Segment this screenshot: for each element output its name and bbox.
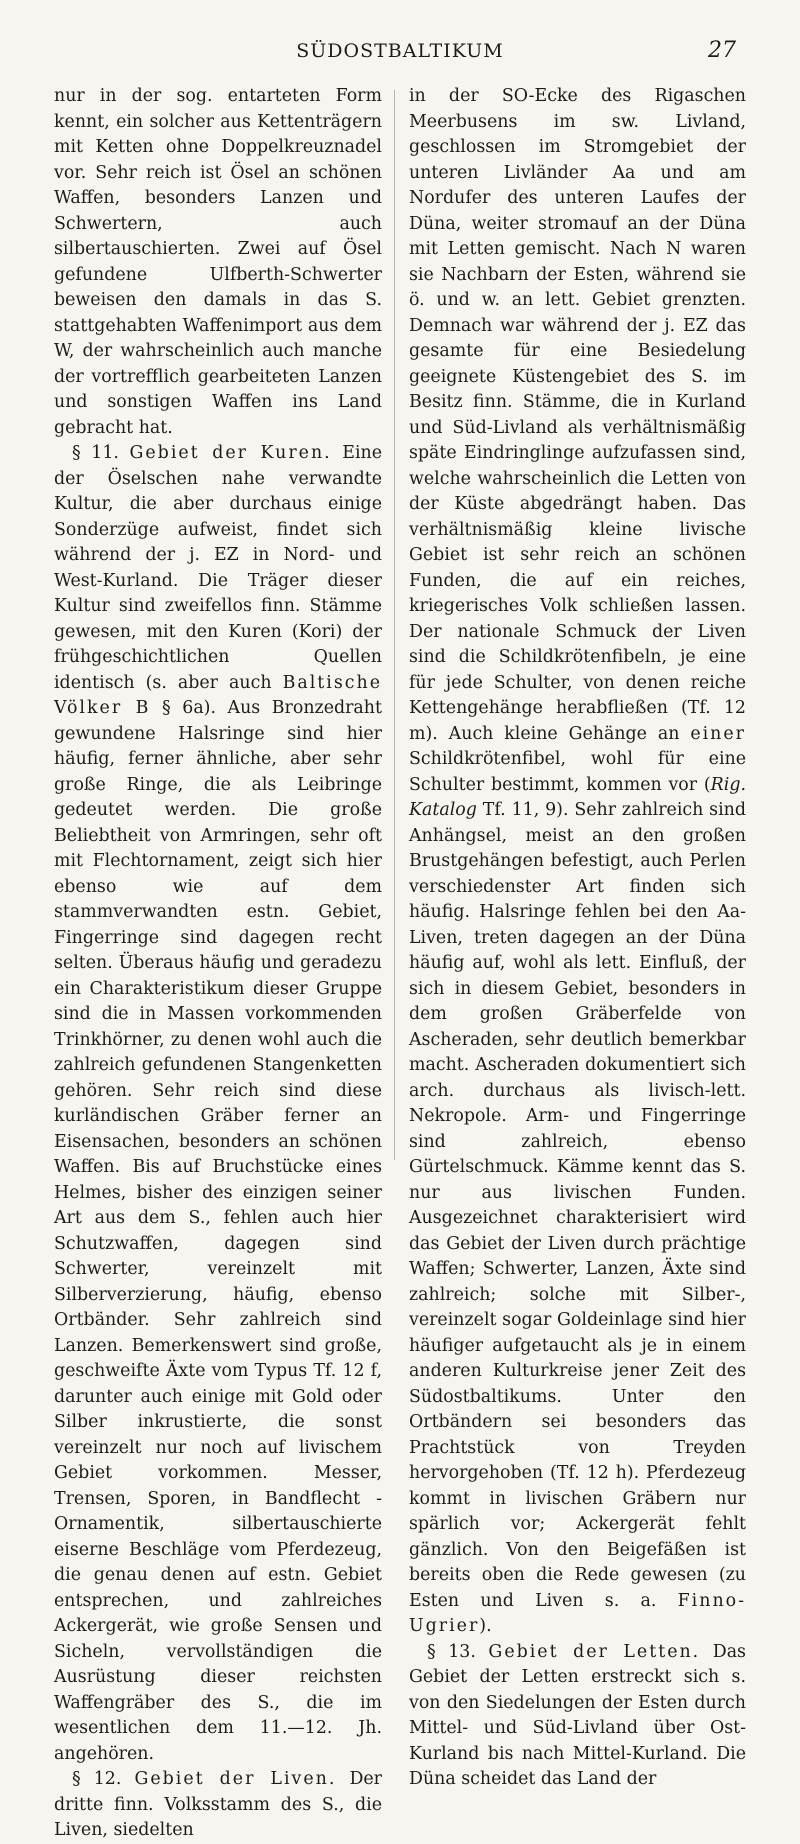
- running-head: SÜDOSTBALTIKUM: [296, 40, 504, 62]
- right-column: [409, 84, 746, 1793]
- section-number: § 13.: [427, 1641, 476, 1662]
- section-text: § 6a). Aus Bronzedraht gewundene Halsringe sind hier häufig, ferner ähnliche, aber sehr große Ringe, die als Leibringe gedeutet werden. Die große Beliebtheit von Armringen, sehr oft mit Flechtornament, zeigt sich hier ebenso wie auf dem stammverwandten estn. Gebiet, Fingerringe sind dagegen recht selten. Überaus häufig und geradezu ein Charakteristikum dieser Gruppe sind die in Massen vorkommenden Trinkhörner, zu denen wohl auch die zahlreich gefundenen Stangenketten gehören. Sehr reich sind diese kurländischen Gräber ferner an Eisensachen, besonders an schönen Waffen. Bis auf Bruchstücke eines Helmes, bisher des einzigen seiner Art aus dem S., fehlen auch hier Schutzwaffen, dagegen sind Schwerter, vereinzelt mit Silberverzierung, häufig, ebenso Ortbänder. Sehr zahlreich sind Lanzen. Bemerkenswert sind große, geschweifte Äxte vom Typus Tf. 12 f, darunter auch einige mit Gold oder Silber inkrustierte, die sonst vereinzelt nur noch auf livischem Gebiet vorkommen. Messer, Trensen, Sporen, in Bandflecht - Ornamentik, silbertauschierte eiserne Beschläge vom Pferdezeug, die genau denen auf estn. Gebiet entsprechen, und zahlreiches Ackergerät, wie große Sensen und Sicheln, vervollständigen die Ausrüstung dieser reichsten Waffengräber des S., die im wesentlichen dem 11.—12. Jh. angehören.: [54, 698, 382, 1764]
- section-text: Eine der Öselschen nahe verwandte Kultur, die aber durchaus einige Sonderzüge aufweist, findet sich während der j. EZ in Nord- und West-Kurland. Die Träger dieser Kultur sind zweifellos finn. Stämme gewesen, mit den Kuren (Kori) der frühgeschichtlichen Quellen identisch (s. aber auch: [54, 443, 382, 693]
- section-text: Das Gebiet der Letten erstreckt sich s. von den Siedelungen der Esten durch Mittel- und Süd-Livland über Ost-Kurland bis nach Mittel-Kurland. Die Düna scheidet das Land der: [409, 1641, 746, 1789]
- section-12: [54, 1767, 382, 1844]
- paragraph-text: ).: [479, 1616, 492, 1636]
- section-text: Der dritte finn. Volksstamm des S., die Liven, siedelten: [54, 1769, 382, 1840]
- section-heading: Gebiet der Kuren.: [129, 443, 332, 463]
- page-number: 27: [708, 38, 736, 63]
- cross-reference: Finno-Ugrier: [409, 1590, 746, 1636]
- section-heading: Gebiet der Liven.: [134, 1769, 337, 1789]
- section-13: [409, 1640, 746, 1793]
- section-heading: Gebiet der Letten.: [488, 1641, 701, 1662]
- section-number: § 12.: [72, 1769, 122, 1789]
- citation: Rig. Katalog: [409, 774, 746, 820]
- paragraph-continuation: nur in der sog. entarteten Form kennt, ein solcher aus Kettenträgern mit Ketten ohne Doppelkreuznadel vor. Sehr reich ist Ösel an schönen Waffen, besonders Lanzen und Schwertern, auch silbertauschierten. Zwei auf Ösel gefundene Ulfberth-Schwerter beweisen den damals in das S. stattgehabten Waffenimport aus dem W, der wahrscheinlich auch manche der vortrefflich gearbeiteten Lanzen und sonstigen Waffen ins Land gebracht hat.: [54, 86, 382, 438]
- emphasis: einer: [690, 723, 746, 744]
- paragraph-text: Tf. 11, 9). Sehr zahlreich sind Anhängsel, meist an den großen Brustgehängen befestigt, auch Perlen verschiedenster Art finden sich häufig. Halsringe fehlen bei den Aa-Liven, treten dagegen an der Düna häufig auf, wohl als lett. Einfluß, der sich in diesem Gebiet, besonders in dem großen Gräberfelde von Ascheraden, sehr deutlich bemerkbar macht. Ascheraden dokumentiert sich arch. durchaus als livisch-lett. Nekropole. Arm- und Fingerringe sind zahlreich, ebenso Gürtelschmuck. Kämme kennt das S. nur aus livischen Funden. Ausgezeichnet charakterisiert wird das Gebiet der Liven durch prächtige Waffen; Schwerter, Lanzen, Äxte sind zahlreich; solche mit Silber-, vereinzelt sogar Goldeinlage sind hier häufiger aufgetaucht als je in einem anderen Kulturkreise jener Zeit des Südostbaltikums. Unter den Ortbändern sei besonders das Prachtstück von Treyden hervorgehoben (Tf. 12 h). Pferdezeug kommt in livischen Gräbern nur spärlich vor; Ackergerät fehlt gänzlich. Von den Beigefäßen ist bereits oben die Rede gewesen (zu Esten und Liven s. a.: [409, 800, 747, 1611]
- section-number: § 11.: [72, 443, 119, 463]
- column-divider: [394, 90, 395, 1160]
- paragraph-text: Schildkrötenfibel, wohl für eine Schulter bestimmt, kommen vor (: [409, 749, 746, 795]
- paragraph-text: in der SO-Ecke des Rigaschen Meerbusens im sw. Livland, geschlossen im Stromgebiet der unteren Livländer Aa und am Nordufer des unteren Laufes der Düna, weiter stromauf an der Düna mit Letten gemischt. Nach N waren sie Nachbarn der Esten, während sie ö. und w. an lett. Gebiet grenzten. Demnach war während der j. EZ das gesamte für eine Besiedelung geeignete Küstengebiet des S. im Besitz finn. Stämme, die in Kurland und Süd-Livland als verhältnismäßig späte Eindringlinge aufzufassen sind, welche wahrscheinlich die Letten von der Küste abgedrängt haben. Das verhältnismäßig kleine livische Gebiet ist sehr reich an schönen Funden, die auf ein reiches, kriegerisches Volk schließen lassen. Der nationale Schmuck der Liven sind die Schildkrötenfibeln, je eine für jede Schulter, von denen reiche Kettengehänge herabfließen (Tf. 12 m). Auch kleine Gehänge an: [409, 86, 746, 744]
- page-header: [0, 40, 800, 70]
- cross-reference: Baltische Völker B: [54, 672, 382, 718]
- left-column: [54, 84, 382, 1844]
- section-11: [54, 441, 382, 1767]
- paragraph-continuation: [409, 84, 746, 1640]
